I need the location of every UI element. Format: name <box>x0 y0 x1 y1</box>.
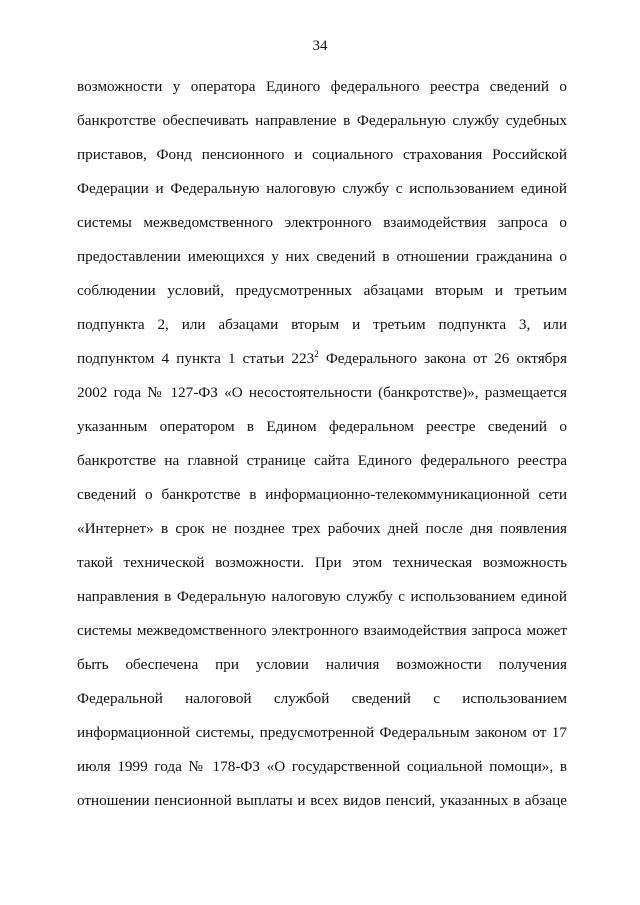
line-text-after-superscript: Федерального закона от 26 октября <box>318 350 567 367</box>
text-line-with-superscript <box>77 342 567 376</box>
text-line: соблюдении условий, предусмотренных абзацами вторым и третьим <box>77 282 567 299</box>
text-line: банкротстве на главной странице сайта Единого федерального реестра <box>77 452 567 469</box>
text-line: быть обеспечена при условии наличия возможности получения <box>77 656 567 673</box>
page-number: 34 <box>312 38 328 54</box>
line-text-before-superscript: подпунктом 4 пункта 1 статьи 223 <box>77 350 315 367</box>
text-line: 2002 года № 127-ФЗ «О несостоятельности (банкротстве)», размещается <box>77 384 567 401</box>
text-line: приставов, Фонд пенсионного и социального страхования Российской <box>77 146 567 163</box>
text-line: такой технической возможности. При этом техническая возможность <box>77 554 567 571</box>
text-line: сведений о банкротстве в информационно-телекоммуникационной сети <box>77 486 567 503</box>
superscript: 2 <box>314 348 319 359</box>
text-line: отношении пенсионной выплаты и всех видов пенсий, указанных в абзаце <box>77 792 567 809</box>
text-line: возможности у оператора Единого федерального реестра сведений о <box>77 78 567 95</box>
text-line: информационной системы, предусмотренной Федеральным законом от 17 <box>77 724 567 741</box>
text-line: предоставлении имеющихся у них сведений в отношении гражданина о <box>77 248 567 265</box>
text-line: Федеральной налоговой службой сведений с использованием <box>77 690 567 707</box>
text-line: подпункта 2, или абзацами вторым и третьим подпункта 3, или <box>77 316 567 333</box>
text-line: июля 1999 года № 178-ФЗ «О государственной социальной помощи», в <box>77 758 567 775</box>
text-line: системы межведомственного электронного взаимодействия запроса может <box>77 622 567 639</box>
text-line: Федерации и Федеральную налоговую службу с использованием единой <box>77 180 567 197</box>
text-line: указанным оператором в Едином федеральном реестре сведений о <box>77 418 567 435</box>
text-line: «Интернет» в срок не позднее трех рабочих дней после дня появления <box>77 520 567 537</box>
text-line: системы межведомственного электронного взаимодействия запроса о <box>77 214 567 231</box>
text-line: направления в Федеральную налоговую службу с использованием единой <box>77 588 567 605</box>
body-text <box>77 70 567 818</box>
text-line: банкротстве обеспечивать направление в Федеральную службу судебных <box>77 112 567 129</box>
